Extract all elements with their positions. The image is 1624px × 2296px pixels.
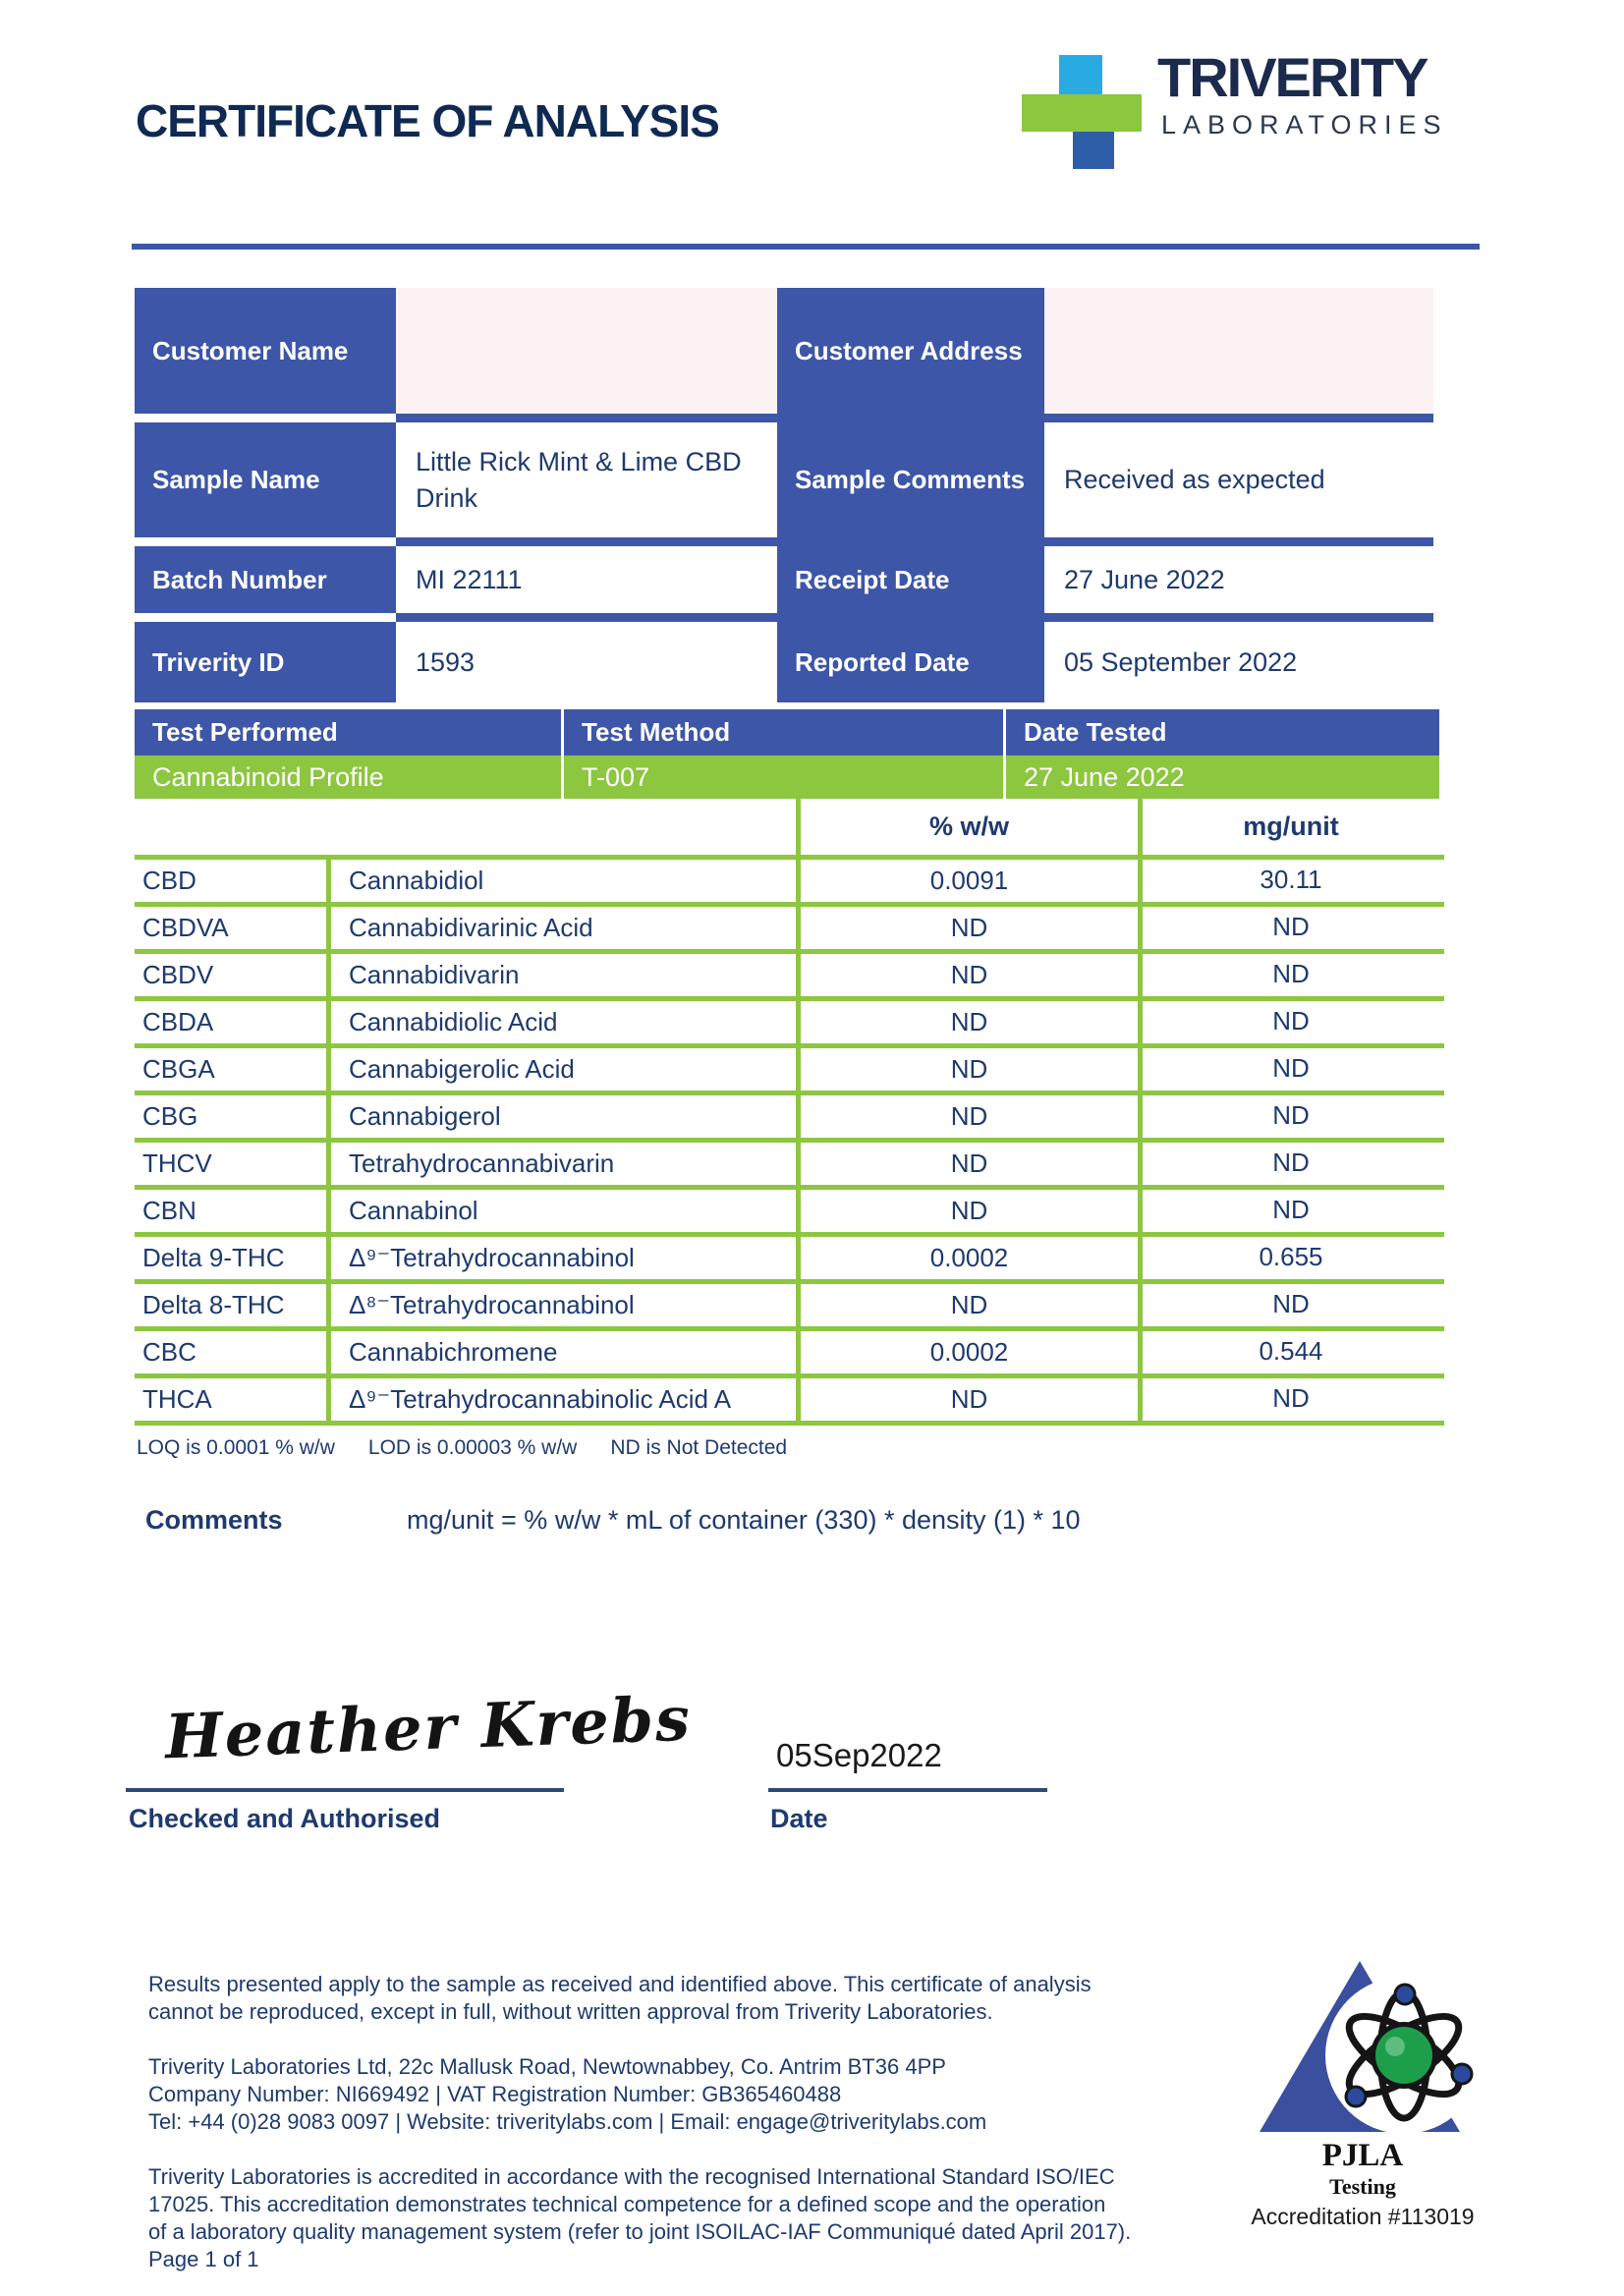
date-line <box>768 1788 1047 1792</box>
analyte-name: Tetrahydrocannabivarin <box>326 1143 796 1185</box>
table-row <box>135 1185 1444 1232</box>
checked-authorised-label: Checked and Authorised <box>129 1804 441 1833</box>
analyte-percent: ND <box>796 1143 1138 1185</box>
analyte-name: Cannabidivarinic Acid <box>326 907 796 949</box>
info-value: Received as expected <box>1044 422 1433 537</box>
pjla-org-name: PJLA <box>1321 2138 1404 2173</box>
triverity-logo <box>1022 46 1474 167</box>
info-label: Sample Name <box>135 422 396 537</box>
analyte-percent: ND <box>796 954 1138 996</box>
info-value: 05 September 2022 <box>1044 622 1433 702</box>
lod-note: LOD is 0.00003 % w/w <box>367 1436 578 1459</box>
comments-text: mg/unit = % w/w * mL of container (330) * density (1) * 10 <box>407 1505 1081 1535</box>
table-row <box>135 1279 1444 1326</box>
column-header: Test Performed <box>135 709 564 756</box>
date-label: Date <box>770 1804 828 1833</box>
analyte-abbr: CBG <box>142 1101 198 1131</box>
table-row <box>135 902 1444 949</box>
info-label: Sample Comments <box>777 422 1044 537</box>
table-row <box>135 546 1433 613</box>
date-tested: 27 June 2022 <box>1024 761 1185 792</box>
row-divider <box>135 613 1433 622</box>
page-title: CERTIFICATE OF ANALYSIS <box>136 95 719 146</box>
analyte-percent: ND <box>796 1001 1138 1043</box>
test-name: Cannabinoid Profile <box>135 756 564 799</box>
sample-info-table <box>135 288 1433 702</box>
footer-text <box>148 1971 1239 2273</box>
analyte-abbr: Delta 9-THC <box>142 1243 285 1272</box>
analyte-abbr: Delta 8-THC <box>142 1290 285 1319</box>
logo-subtitle: LABORATORIES <box>1161 110 1448 140</box>
table-row <box>135 1373 1444 1426</box>
signature-handwriting: Heather Krebs <box>163 1682 693 1773</box>
table-row <box>135 422 1433 537</box>
analyte-name: Cannabichromene <box>326 1331 796 1373</box>
table-header-row <box>135 799 1444 855</box>
analyte-mg: ND <box>1138 1190 1439 1232</box>
logo-cross-icon <box>1022 55 1145 168</box>
analyte-mg: 0.655 <box>1138 1237 1439 1279</box>
analyte-percent: 0.0091 <box>796 860 1138 902</box>
analyte-percent: ND <box>796 1095 1138 1138</box>
analyte-name: Δ⁹⁻Tetrahydrocannabinolic Acid A <box>326 1378 796 1421</box>
table-row <box>135 1232 1444 1279</box>
table-row <box>135 288 1433 414</box>
analyte-percent: ND <box>796 907 1138 949</box>
row-divider <box>135 537 1433 546</box>
row-divider <box>135 414 1433 422</box>
pjla-accreditation-badge <box>1240 1957 1485 2230</box>
analyte-name: Cannabinol <box>326 1190 796 1232</box>
info-value-redacted <box>1044 288 1433 414</box>
analyte-name: Cannabidiolic Acid <box>326 1001 796 1043</box>
logo-cyan-square <box>1059 55 1102 96</box>
table-row <box>135 855 1444 902</box>
analyte-abbr: CBDA <box>142 1007 214 1036</box>
pjla-testing-label: Testing <box>1329 2174 1396 2199</box>
info-label: Receipt Date <box>777 546 1044 613</box>
logo-blue-square <box>1073 132 1114 169</box>
column-header: mg/unit <box>1138 799 1439 855</box>
header-divider <box>132 244 1480 250</box>
analyte-name: Cannabidivarin <box>326 954 796 996</box>
table-row <box>135 756 1439 799</box>
info-label: Customer Address <box>777 288 1044 414</box>
analyte-name: Cannabigerol <box>326 1095 796 1138</box>
analyte-name: Cannabidiol <box>326 860 796 902</box>
table-row <box>135 1091 1444 1138</box>
info-value: MI 22111 <box>396 546 777 613</box>
loq-note: LOQ is 0.0001 % w/w <box>137 1436 335 1459</box>
analyte-percent: 0.0002 <box>796 1237 1138 1279</box>
analyte-mg: ND <box>1138 1143 1439 1185</box>
accreditation-paragraph: Triverity Laboratories is accredited in accordance with the recognised International Standard ISO/IEC 17025. This accreditation demonstrates technical competence for a defined scope and the operation of a laboratory quality management system (refer to joint ISOILAC-IAF Communiqué dated April 2017). Page 1 of 1 <box>148 2163 1239 2273</box>
analyte-percent: ND <box>796 1190 1138 1232</box>
analyte-mg: ND <box>1138 1095 1439 1138</box>
info-value: Little Rick Mint & Lime CBD Drink <box>396 422 777 537</box>
signature-line <box>126 1788 564 1792</box>
table-row <box>135 1326 1444 1373</box>
analyte-abbr: THCV <box>142 1148 212 1178</box>
analyte-abbr: CBDVA <box>142 913 229 942</box>
table-row <box>135 1138 1444 1185</box>
disclaimer-paragraph: Results presented apply to the sample as received and identified above. This certificate of analysis cannot be reproduced, except in full, without written approval from Triverity Laboratories. <box>148 1972 1092 2024</box>
company-details-paragraph: Triverity Laboratories Ltd, 22c Mallusk Road, Newtownabbey, Co. Antrim BT36 4PP Company Number: NI669492 | VAT Registration Number: GB365460488 Tel: +44 (0)28 9083 0097 | Website: triveritylabs.com | Email: engage@triveritylabs.com <box>148 2054 987 2134</box>
analyte-name: Δ⁸⁻Tetrahydrocannabinol <box>326 1284 796 1326</box>
nd-note: ND is Not Detected <box>610 1436 788 1459</box>
info-value: 1593 <box>396 622 777 702</box>
analyte-abbr: CBC <box>142 1337 196 1367</box>
page-number: Page 1 of 1 <box>148 2247 259 2271</box>
table-header-row <box>135 709 1439 756</box>
analyte-abbr: CBD <box>142 866 196 895</box>
test-performed-table <box>135 709 1439 799</box>
table-row <box>135 949 1444 996</box>
signature-date-value: 05Sep2022 <box>776 1737 942 1773</box>
analyte-percent: ND <box>796 1284 1138 1326</box>
column-header: % w/w <box>796 799 1138 855</box>
cannabinoid-results-table <box>135 799 1444 1426</box>
logo-name: TRIVERITY <box>1157 46 1428 108</box>
analyte-mg: 0.544 <box>1138 1331 1439 1373</box>
test-method: T-007 <box>564 756 1006 799</box>
analyte-mg: ND <box>1138 1001 1439 1043</box>
analyte-mg: ND <box>1138 1048 1439 1091</box>
analyte-abbr: CBN <box>142 1196 196 1225</box>
detection-limits-note <box>137 1436 787 1460</box>
analyte-mg: 30.11 <box>1138 860 1439 902</box>
column-header: Test Method <box>564 709 1006 756</box>
column-header: Date Tested <box>1024 717 1167 747</box>
info-label: Reported Date <box>777 622 1044 702</box>
analyte-percent: ND <box>796 1048 1138 1091</box>
table-row <box>135 622 1433 702</box>
comments-label: Comments <box>145 1505 283 1535</box>
analyte-mg: ND <box>1138 907 1439 949</box>
analyte-abbr: THCA <box>142 1384 212 1414</box>
table-row <box>135 1043 1444 1091</box>
table-row <box>135 996 1444 1043</box>
analyte-mg: ND <box>1138 1284 1439 1326</box>
info-label: Batch Number <box>135 546 396 613</box>
info-label: Triverity ID <box>135 622 396 702</box>
info-value: 27 June 2022 <box>1044 546 1433 613</box>
analyte-name: Cannabigerolic Acid <box>326 1048 796 1091</box>
analyte-mg: ND <box>1138 954 1439 996</box>
analyte-name: Δ⁹⁻Tetrahydrocannabinol <box>326 1237 796 1279</box>
analyte-percent: 0.0002 <box>796 1331 1138 1373</box>
pjla-logo-icon <box>1250 1957 1476 2136</box>
accreditation-number: Accreditation #113019 <box>1251 2204 1475 2229</box>
analyte-abbr: CBDV <box>142 960 214 989</box>
analyte-abbr: CBGA <box>142 1054 215 1084</box>
logo-green-bar <box>1022 94 1142 132</box>
analyte-percent: ND <box>796 1378 1138 1421</box>
info-value-redacted <box>396 288 777 414</box>
analyte-mg: ND <box>1138 1378 1439 1421</box>
info-label: Customer Name <box>135 288 396 414</box>
